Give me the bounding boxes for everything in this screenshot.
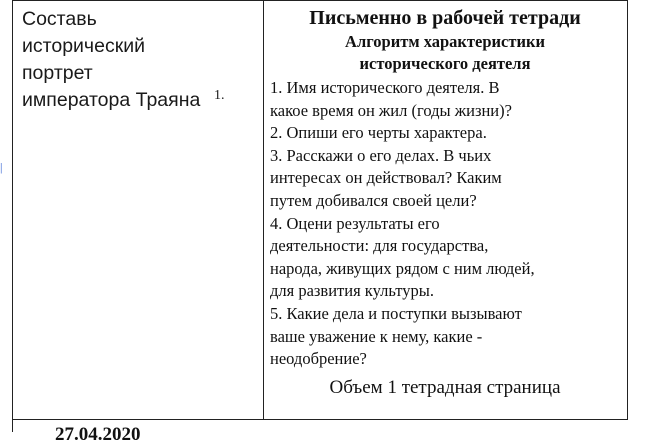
- step-line: путем добивался своей цели?: [270, 190, 477, 210]
- step-line: 3. Расскажи о его делах. В чьих: [270, 145, 492, 165]
- algorithm-steps: [270, 77, 620, 371]
- reference-number: 1.: [214, 88, 225, 103]
- step-line: интересах он действовал? Каким: [270, 168, 502, 188]
- task-line: портрет: [22, 62, 93, 84]
- task-line: исторический: [22, 35, 146, 57]
- margin-link-mark: |: [0, 160, 3, 174]
- step-line: народа, живущих рядом с ним людей,: [270, 258, 535, 278]
- step-line: неодобрение?: [270, 349, 367, 369]
- algorithm-subtitle: Алгоритм характеристики: [345, 32, 545, 51]
- task-line: императора Траяна: [22, 89, 201, 111]
- table-column-divider: [263, 0, 264, 420]
- table-top-border: [12, 0, 628, 1]
- step-line: для развития культуры.: [270, 281, 434, 301]
- step-line: деятельности: для государства,: [270, 236, 489, 256]
- task-line: Составь: [22, 8, 97, 30]
- instructions-title: Письменно в рабочей тетради: [309, 7, 581, 29]
- step-line: 5. Какие дела и поступки вызывают: [270, 303, 522, 323]
- step-line: 1. Имя исторического деятеля. В: [270, 78, 500, 97]
- instructions-cell: [270, 6, 620, 400]
- step-line: какое время он жил (годы жизни)?: [270, 100, 512, 120]
- step-line: 4. Оцени результаты его: [270, 213, 440, 233]
- table-left-border: [12, 0, 13, 432]
- volume-note: Объем 1 тетрадная страница: [329, 376, 561, 398]
- step-line: ваше уважение к нему, какие -: [270, 326, 483, 346]
- table-bottom-border: [12, 419, 628, 420]
- algorithm-subtitle: исторического деятеля: [359, 54, 531, 73]
- date-heading: 27.04.2020: [55, 424, 141, 445]
- step-line: 2. Опиши его черты характера.: [270, 123, 487, 143]
- table-right-border: [627, 0, 628, 420]
